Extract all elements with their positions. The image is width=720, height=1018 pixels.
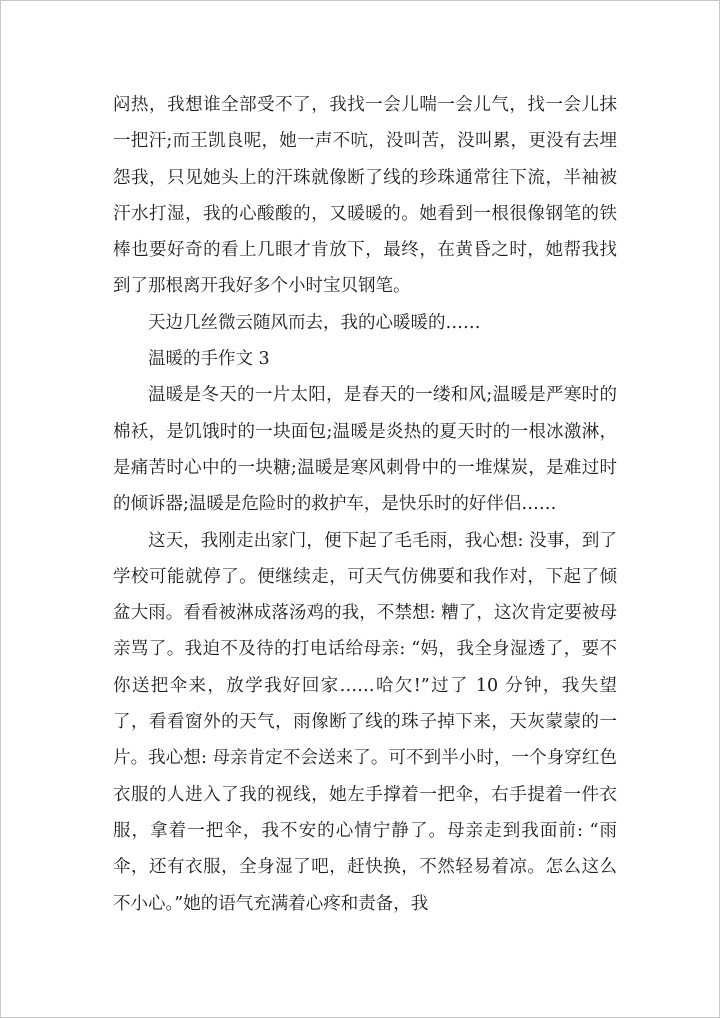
paragraph-rain-story: 这天，我刚走出家门，便下起了毛毛雨，我心想: 没事，到了学校可能就停了。便继续走，可天气仿佛要和我作对，下起了倾盆大雨。看看被淋成落汤鸡的我，不禁想: 糟了，这次肯定要被母亲骂了。我迫不及待的打电话给母亲: “妈，我全身湿透了，要不你送把伞来，放学我好回家……哈欠!”过了 10 分钟，我失望了，看看窗外的天气，雨像断了线的珠子掉下来，天灰蒙蒙的一片。我心想: 母亲肯定不会送来了。可不到半小时，一个身穿红色衣服的人进入了我的视线，她左手撑着一把伞，右手提着一件衣服，拿着一把伞，我不安的心情宁静了。母亲走到我面前: “雨伞，还有衣服，全身湿了吧，赶快换，不然轻易着凉。怎么这么不小心。”她的语气充满着心疼和责备，我 — [113, 530, 617, 914]
paragraph-warmth-definition: 温暖是冬天的一片太阳，是春天的一缕和风;温暖是严寒时的棉袄，是饥饿时的一块面包;温暖是炎热的夏天时的一根冰激淋，是痛苦时心中的一块糖;温暖是寒风刺骨中的一堆煤炭，是难过时的倾诉器;温暖是危险时的救护车，是快乐时的好伴侣…… — [113, 385, 617, 515]
document-body — [113, 87, 617, 922]
paragraph-continued: 闷热，我想谁全部受不了，我找一会儿喘一会儿气，找一会儿抹一把汗;而王凯良呢，她一声不吭，没叫苦，没叫累，更没有去埋怨我，只见她头上的汗珠就像断了线的珍珠通常往下流，半袖被汗水打湿，我的心酸酸的，又暖暖的。她看到一根很像钢笔的铁棒也要好奇的看上几眼才肯放下，最终，在黄昏之时，她帮我找到了那根离开我好多个小时宝贝钢笔。 — [113, 95, 617, 297]
section-heading: 温暖的手作文 3 — [148, 349, 270, 370]
paragraph-clouds: 天边几丝微云随风而去，我的心暖暖的…… — [148, 312, 481, 333]
